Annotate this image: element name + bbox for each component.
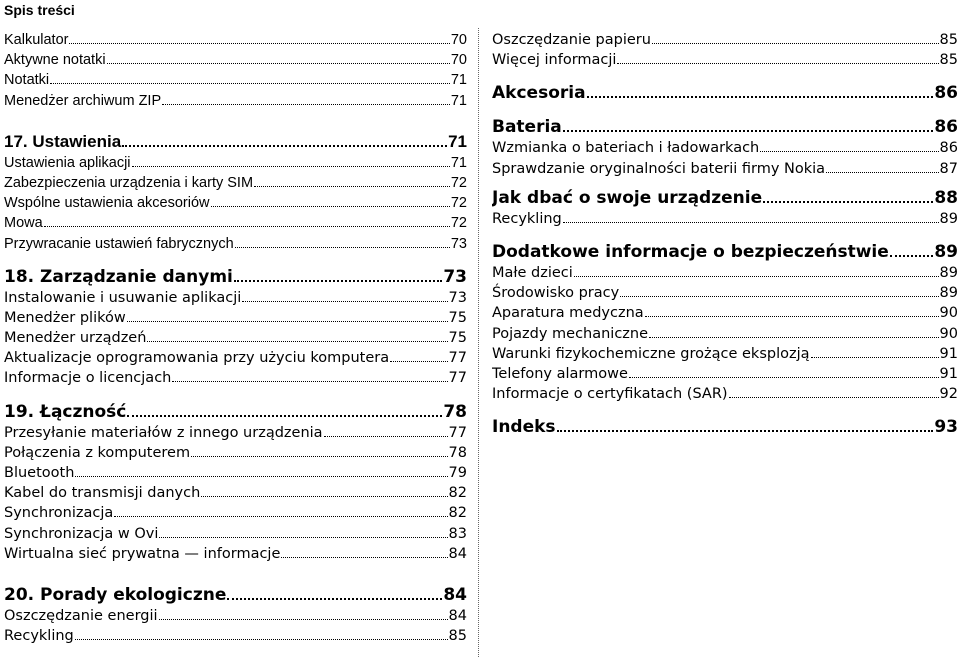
column-divider [478,28,480,657]
dot-leader [75,462,447,477]
toc-page-number: 78 [448,444,467,461]
toc-entry[interactable] [4,212,467,232]
dot-leader [159,605,448,620]
toc-entry-title: Kalkulator [4,32,69,48]
toc-entry[interactable] [4,347,467,367]
dot-leader [811,343,939,358]
toc-page-number: 84 [448,607,467,624]
toc-entry-title: Menedżer plików [4,309,126,326]
toc-chapter[interactable] [492,113,958,137]
dot-leader [324,422,448,437]
toc-chapter[interactable] [492,413,958,437]
toc-page-number: 82 [448,485,467,502]
toc-page-number: 71 [450,72,467,89]
toc-entry-title: Notatki [4,72,50,89]
toc-entry-title: Wzmianka o bateriach i ładowarkach [492,140,760,157]
toc-page-number: 85 [448,628,467,645]
dot-leader [159,523,447,538]
dot-leader [122,128,447,147]
dot-leader [127,398,442,417]
dot-leader [281,543,447,558]
dot-leader [390,347,447,362]
toc-entry[interactable] [492,302,958,322]
toc-entry[interactable] [4,172,467,192]
toc-entry[interactable] [4,152,467,172]
dot-leader [254,172,450,187]
toc-entry[interactable] [4,233,467,253]
toc-entry[interactable] [492,323,958,343]
toc-page-number: 75 [448,309,467,326]
toc-entry[interactable] [4,192,467,212]
dot-leader [201,482,447,497]
toc-chapter[interactable] [4,263,467,287]
toc-entry[interactable] [492,383,958,403]
toc-page-number: 75 [448,330,467,347]
toc-entry-title: Pojazdy mechaniczne [492,325,649,342]
toc-page-number: 83 [448,525,467,542]
toc-entry-title: Informacje o licencjach [4,370,172,387]
toc-page-number: 85 [939,32,958,48]
toc-page-number: 72 [450,195,467,212]
dot-leader [563,208,939,223]
toc-entry-title: 17. Ustawienia [4,131,122,151]
toc-page-number: 73 [450,235,467,252]
toc-entry[interactable] [492,208,958,228]
dot-leader [44,212,450,227]
toc-entry[interactable] [492,282,958,302]
toc-page-number: 89 [939,285,958,302]
dot-leader [890,238,934,257]
toc-entry-title: Bluetooth [4,465,75,481]
toc-entry[interactable] [4,29,467,49]
spacer [4,110,467,128]
toc-page-number: 89 [939,210,958,227]
dot-leader [235,233,450,248]
dot-leader [617,49,938,64]
toc-entry-title: Menedżer archiwum ZIP [4,92,162,109]
toc-entry-title: Przesyłanie materiałów z innego urządzenia [4,424,323,441]
toc-entry[interactable] [4,367,467,387]
toc-chapter[interactable] [4,398,467,422]
toc-entry-title: Warunki fizykochemiczne grożące eksplozją [492,345,810,362]
toc-entry-title: Kabel do transmisji danych [4,485,201,502]
dot-leader [587,79,934,98]
toc-entry[interactable] [4,523,467,543]
toc-entry-title: Recykling [492,210,562,227]
toc-entry[interactable] [4,69,467,89]
toc-entry[interactable] [4,502,467,522]
toc-entry-title: Menedżer urządzeń [4,330,147,347]
toc-entry-title: Synchronizacja w Ovi [4,525,159,542]
toc-page-number: 77 [448,350,467,367]
dot-leader [172,367,447,382]
toc-page-number: 87 [939,160,958,177]
toc-entry-title: Więcej informacji [492,52,617,69]
dot-leader [563,113,934,132]
toc-entry-title: Małe dzieci [492,264,573,281]
toc-entry[interactable] [492,363,958,383]
toc-page-number: 79 [448,465,467,481]
toc-entry-title: Połączenia z komputerem [4,444,191,461]
toc-entry-title: Sprawdzanie oryginalności baterii firmy Nokia [492,160,826,177]
dot-leader [645,302,939,317]
toc-page-number: 71 [448,131,467,151]
toc-entry-title: Oszczędzanie papieru [492,32,651,48]
toc-page-number: 90 [939,305,958,322]
toc-entry-title: 20. Porady ekologiczne [4,584,227,605]
spacer [4,563,467,581]
toc-page-number: 72 [450,215,467,232]
dot-leader [557,413,934,432]
toc-entry[interactable] [4,442,467,462]
dot-leader [162,90,450,105]
toc-entry-title: Jak dbać o swoje urządzenie [492,187,763,208]
toc-page-number: 73 [443,266,467,287]
toc-page-number: 91 [939,365,958,382]
toc-page-number: 77 [448,424,467,441]
toc-entry-title: Oszczędzanie energii [4,607,158,624]
dot-leader [191,442,447,457]
toc-page-number: 92 [939,386,958,403]
toc-column-left [4,29,467,645]
toc-page-number: 84 [448,545,467,562]
dot-leader [234,263,442,282]
toc-page-number: 70 [450,32,467,48]
toc-entry-title: Indeks [492,417,556,438]
toc-page-number: 78 [443,401,467,422]
toc-column-right [492,29,958,437]
toc-entry-title: Akcesoria [492,83,586,104]
dot-leader [826,158,939,173]
toc-entry[interactable] [4,462,467,482]
spacer [492,103,958,113]
dot-leader [729,383,939,398]
toc-chapter[interactable] [4,581,467,605]
toc-page-number: 82 [448,505,467,522]
page-title: Spis treści [4,2,75,18]
dot-leader [760,137,938,152]
dot-leader [763,184,933,203]
toc-page-number: 86 [934,83,958,104]
spacer [492,403,958,413]
toc-page-number: 90 [939,325,958,342]
dot-leader [242,287,447,302]
toc-entry[interactable] [4,543,467,563]
toc-entry[interactable] [4,307,467,327]
toc-entry-title: Wirtualna sieć prywatna — informacje [4,545,281,562]
toc-entry[interactable] [4,49,467,69]
toc-page-number: 85 [939,52,958,69]
dot-leader [50,69,450,84]
dot-leader [114,502,447,517]
toc-page-number: 91 [939,345,958,362]
toc-entry[interactable] [4,327,467,347]
toc-entry[interactable] [4,287,467,307]
toc-entry[interactable] [492,158,958,178]
toc-page-number: 70 [450,52,467,69]
toc-page-number: 73 [448,289,467,306]
dot-leader [107,49,450,64]
toc-entry[interactable] [492,262,958,282]
toc-entry-title: Ustawienia aplikacji [4,154,131,171]
toc-entry-title: Wspólne ustawienia akcesoriów [4,195,210,212]
toc-entry-title: Aparatura medyczna [492,305,644,322]
toc-chapter[interactable] [492,238,958,262]
toc-entry[interactable] [492,137,958,157]
toc-page-number: 77 [448,370,467,387]
toc-entry-title: Recykling [4,628,74,645]
toc-page-number: 89 [934,241,958,262]
toc-entry-title: Informacje o certyfikatach (SAR) [492,386,728,403]
spacer [492,228,958,238]
spacer [4,388,467,398]
dot-leader [75,625,448,640]
dot-leader [211,192,450,207]
toc-page-number: 93 [934,417,958,438]
toc-entry-title: Bateria [492,117,562,138]
toc-entry-title: Aktualizacje oprogramowania przy użyciu komputera [4,350,390,367]
dot-leader [132,152,450,167]
spacer [492,69,958,79]
toc-entry-title: Mowa [4,215,43,232]
dot-leader [69,29,449,44]
dot-leader [652,29,939,44]
dot-leader [574,262,939,277]
toc-entry-title: Aktywne notatki [4,52,106,69]
toc-entry-title: Środowisko pracy [492,285,620,302]
toc-page-number: 86 [939,140,958,157]
toc-entry-title: 19. Łączność [4,401,127,422]
toc-page-number: 89 [939,264,958,281]
toc-entry[interactable] [4,482,467,502]
toc-entry[interactable] [492,343,958,363]
toc-page-number: 71 [450,92,467,109]
toc-entry-title: Telefony alarmowe [492,365,628,382]
toc-chapter[interactable] [492,184,958,208]
toc-entry-title: Instalowanie i usuwanie aplikacji [4,289,242,306]
dot-leader [629,363,939,378]
toc-page-number: 72 [450,174,467,191]
toc-entry-title: Zabezpieczenia urządzenia i karty SIM [4,174,254,191]
dot-leader [620,282,938,297]
toc-entry[interactable] [4,605,467,625]
toc-entry-title: Dodatkowe informacje o bezpieczeństwie [492,241,889,262]
toc-entry[interactable] [492,49,958,69]
toc-page-number: 88 [934,187,958,208]
dot-leader [147,327,447,342]
toc-page-number: 84 [443,584,467,605]
toc-chapter[interactable] [4,128,467,152]
toc-entry[interactable] [4,90,467,110]
dot-leader [649,323,939,338]
toc-entry[interactable] [4,625,467,645]
spacer [4,253,467,263]
toc-page-number: 71 [450,154,467,171]
toc-chapter[interactable] [492,79,958,103]
toc-entry[interactable] [4,422,467,442]
toc-entry-title: Synchronizacja [4,505,114,522]
dot-leader [227,581,442,600]
dot-leader [127,307,448,322]
toc-entry-title: Przywracanie ustawień fabrycznych [4,235,234,252]
toc-page-number: 86 [934,117,958,138]
toc-entry-title: 18. Zarządzanie danymi [4,266,233,287]
toc-entry[interactable] [492,29,958,49]
